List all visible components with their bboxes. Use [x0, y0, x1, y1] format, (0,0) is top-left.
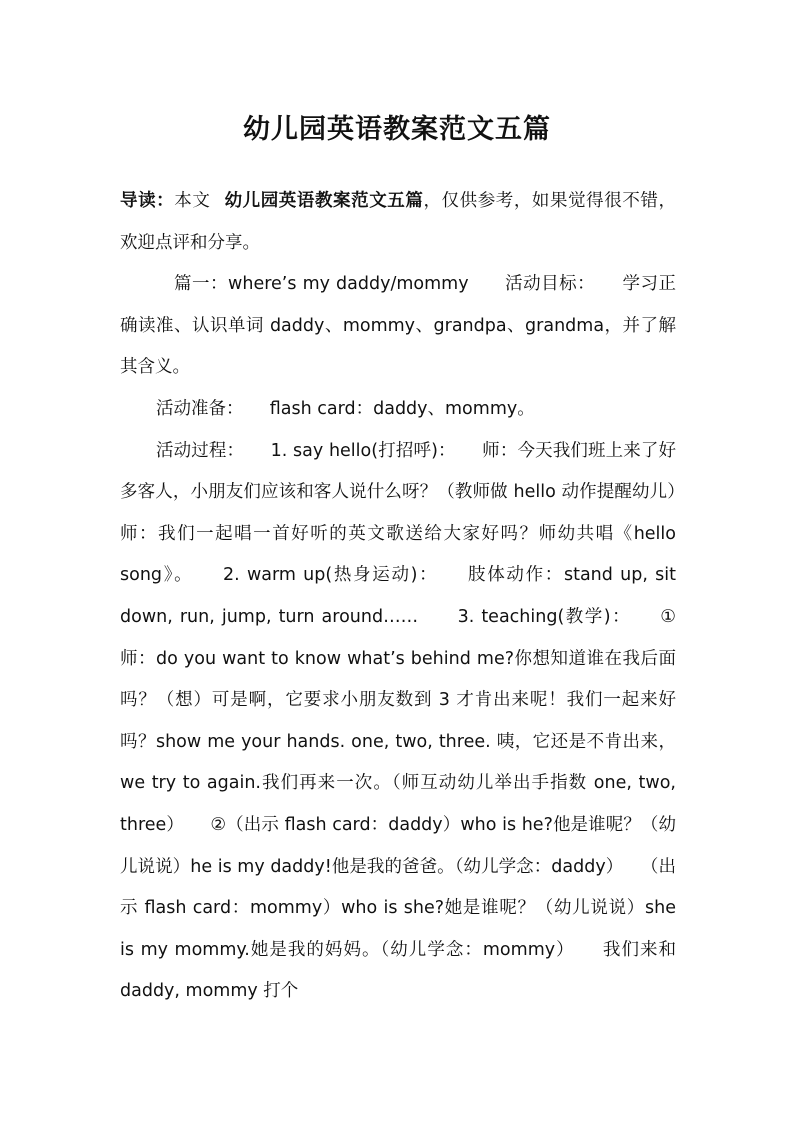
intro-paragraph — [120, 181, 676, 264]
article-paragraph-3: 活动过程： 1. say hello(打招呼)： 师：今天我们班上来了好多客人，小朋友们应该和客人说什么呀？（教师做 hello 动作提醒幼儿） 师：我们一起唱一首好听的英文歌送给大家好吗？师幼共唱《hello song》。 2. warm up(热身运动)： 肢体动作：stand up, sit down, run, jump, turn around…… 3. teaching(教学)： ①师：do you want to know what’s behind me?你想知道谁在我后面吗？（想）可是啊，它要求小朋友数到 3 才肯出来呢！我们一起来好吗？show me your hands. one, two, three. 咦，它还是不肯出来，we try to again.我们再来一次。（师互动幼儿举出手指数 one, two, three） ②（出示 flash card：daddy）who is he?他是谁呢？（幼儿说说）he is my daddy!他是我的爸爸。（幼儿学念：daddy） （出示 flash card：mommy）who is she?她是谁呢？（幼儿说说）she is my mommy.她是我的妈妈。（幼儿学念：mommy） 我们来和 daddy, mommy 打个 — [120, 440, 711, 1002]
article-paragraph-2: 活动准备： flash card：daddy、mommy。 — [156, 398, 535, 419]
intro-post: ，仅供参考，如果觉得很不错，欢迎点评和分享。 — [120, 191, 677, 253]
intro-pre: 本文 — [174, 191, 217, 211]
document-body — [120, 181, 711, 1013]
document-title: 幼儿园英语教案范文五篇 — [243, 114, 551, 145]
intro-bold-title: 幼儿园英语教案范文五篇 — [224, 191, 424, 211]
article-paragraph-1: 篇一：where’s my daddy/mommy 活动目标： 学习正确读准、认识单词 daddy、mommy、grandpa、grandma，并了解其含义。 — [120, 274, 676, 378]
intro-label: 导读： — [120, 191, 175, 211]
